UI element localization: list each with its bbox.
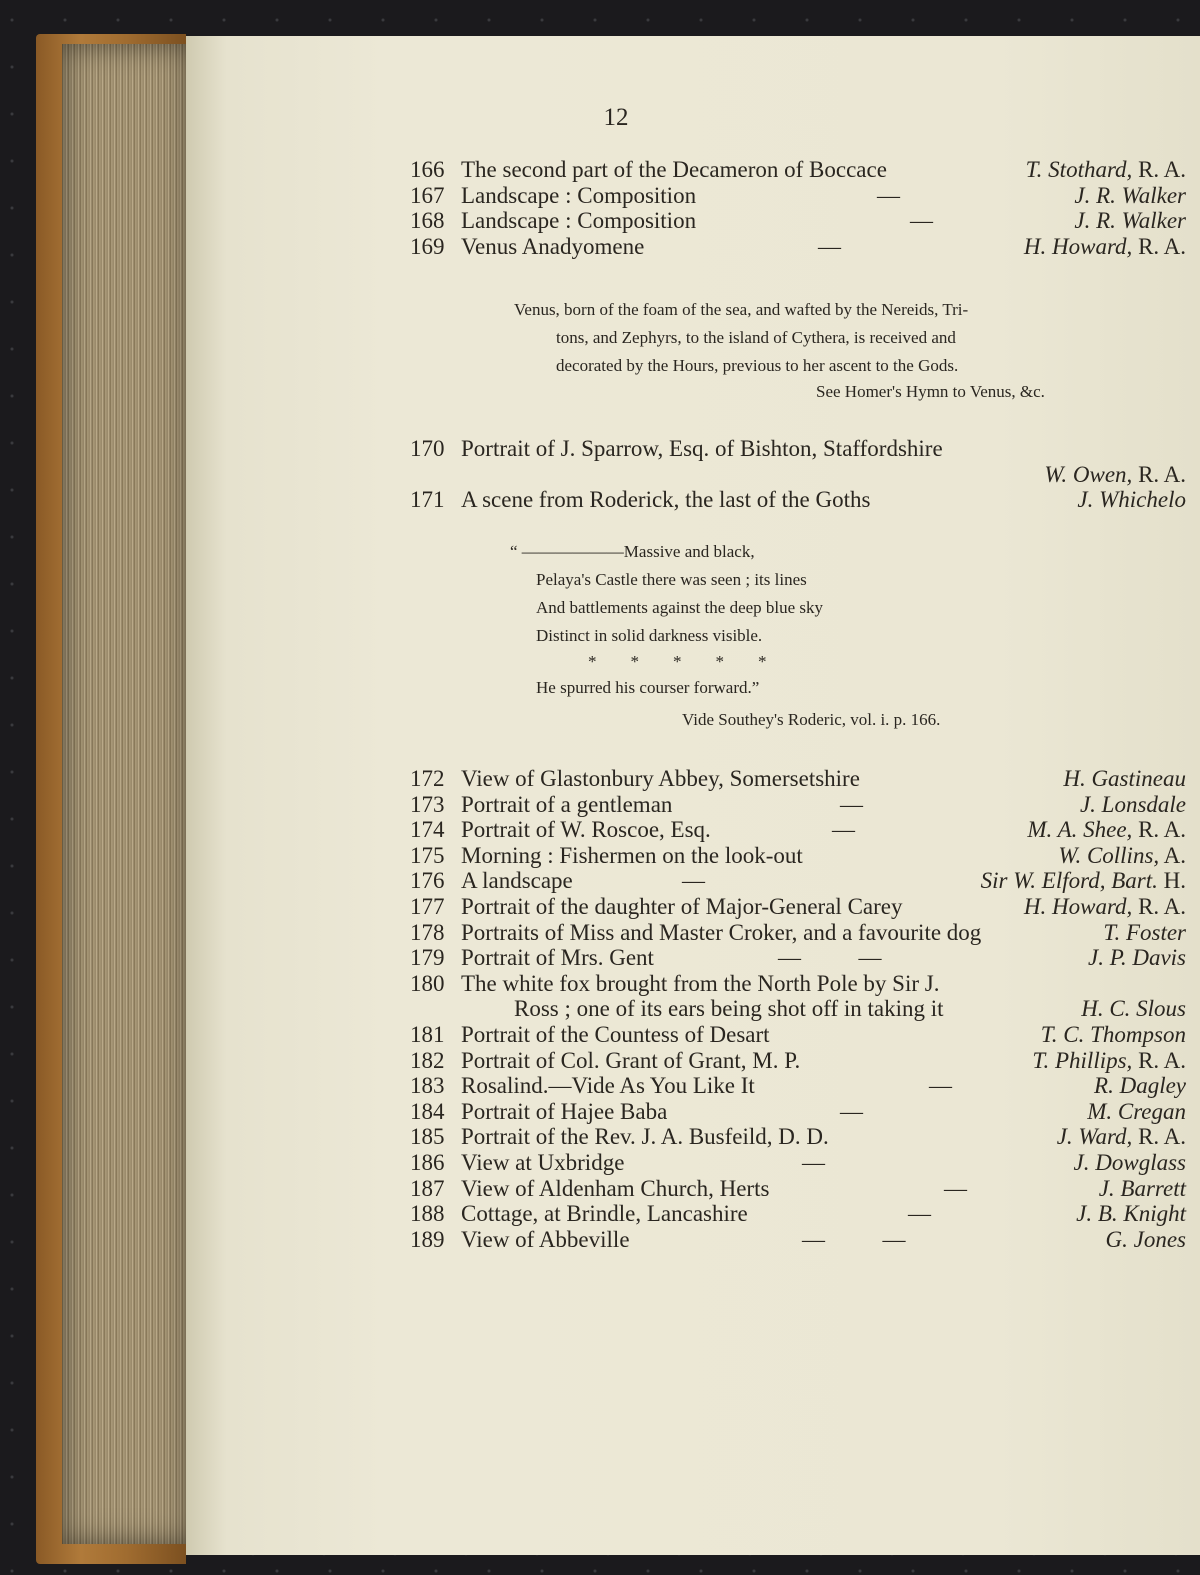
- poem-line: Pelaya's Castle there was seen ; its lines: [536, 570, 807, 589]
- entry-title: View at Uxbridge: [461, 1149, 625, 1175]
- catalogue-entry-continued: [410, 996, 1186, 1022]
- entry-number: 178: [410, 919, 445, 945]
- entry-number: 174: [410, 817, 445, 843]
- entry-dash: —: [682, 868, 705, 894]
- entry-title: View of Aldenham Church, Herts: [461, 1175, 770, 1201]
- catalogue-entry: [410, 894, 1186, 920]
- entry-artist: W. Collins, A.: [1058, 842, 1186, 868]
- entry-title: Rosalind.—Vide As You Like It: [461, 1073, 755, 1099]
- entry-artist: T. Stothard, R. A.: [1025, 157, 1186, 182]
- entry-title: Portrait of the Countess of Desart: [461, 1021, 770, 1047]
- entry-number: 183: [410, 1073, 445, 1099]
- entry-number: 170: [410, 436, 445, 461]
- entry-dash: — —: [802, 1226, 906, 1252]
- entry-number: 185: [410, 1124, 445, 1150]
- page-edges: [62, 44, 190, 1544]
- entry-number: 176: [410, 868, 445, 894]
- catalogue-entry: [410, 234, 1186, 260]
- catalogue-section-2: [410, 436, 1186, 513]
- entry-title: Portrait of Mrs. Gent: [461, 945, 654, 971]
- catalogue-section-1: [410, 157, 1186, 259]
- entry-title: Venus Anadyomene: [461, 233, 645, 259]
- catalogue-entry: [410, 1073, 1186, 1099]
- entry-dash: —: [910, 208, 933, 234]
- entry-title: Morning : Fishermen on the look-out: [461, 842, 803, 868]
- entry-title: Landscape : Composition: [461, 182, 697, 208]
- entry-number: 182: [410, 1047, 445, 1073]
- entry-dash: —: [929, 1073, 952, 1099]
- entry-number: 184: [410, 1098, 445, 1124]
- catalogue-entry: [410, 843, 1186, 869]
- venus-note-source: See Homer's Hymn to Venus, &c.: [816, 382, 1045, 401]
- venus-note-line: tons, and Zephyrs, to the island of Cythera, is received and: [556, 328, 956, 347]
- entry-artist: H. C. Slous: [1081, 996, 1186, 1022]
- entry-dash: —: [802, 1149, 825, 1175]
- entry-number: 172: [410, 766, 445, 791]
- catalogue-entry: [410, 1099, 1186, 1125]
- entry-artist: T. Foster: [1103, 919, 1186, 945]
- entry-title: Portrait of the daughter of Major-General Carey: [461, 893, 903, 919]
- catalogue-entry: [410, 971, 1186, 997]
- entry-number: 186: [410, 1149, 445, 1175]
- entry-title: Ross ; one of its ears being shot off in taking it: [514, 996, 944, 1022]
- catalogue-entry: [410, 157, 1186, 183]
- entry-artist: J. Lonsdale: [1079, 791, 1186, 817]
- entry-artist: R. Dagley: [1094, 1073, 1186, 1099]
- entry-artist: H. Gastineau: [1063, 766, 1186, 791]
- poem-source: Vide Southey's Roderic, vol. i. p. 166.: [682, 710, 941, 729]
- entry-number: 179: [410, 945, 445, 971]
- entry-artist: J. Ward, R. A.: [1056, 1124, 1186, 1150]
- entry-number: 189: [410, 1226, 445, 1252]
- entry-artist: M. A. Shee, R. A.: [1027, 817, 1186, 843]
- entry-artist: M. Cregan: [1087, 1098, 1186, 1124]
- entry-artist: H. Howard, R. A.: [1023, 893, 1186, 919]
- entry-title: View of Glastonbury Abbey, Somersetshire: [461, 766, 860, 791]
- entry-dash: —: [877, 182, 900, 208]
- entry-title: Portraits of Miss and Master Croker, and a favourite dog: [461, 919, 982, 945]
- entry-title: A scene from Roderick, the last of the Goths: [461, 487, 871, 513]
- entry-artist: T. C. Thompson: [1040, 1021, 1186, 1047]
- catalogue-entry: [410, 487, 1186, 513]
- entry-number: 169: [410, 233, 445, 259]
- entry-number: 175: [410, 842, 445, 868]
- catalogue-entry-continued: [410, 462, 1186, 488]
- catalogue-entry: [410, 1124, 1186, 1150]
- catalogue-entry: [410, 792, 1186, 818]
- entry-number: 177: [410, 893, 445, 919]
- poem-line: Distinct in solid darkness visible.: [536, 626, 763, 645]
- entry-title: Portrait of Hajee Baba: [461, 1098, 668, 1124]
- catalogue-entry: [410, 868, 1186, 894]
- poem-ellipsis-stars: * * * * *: [588, 652, 767, 671]
- catalogue-entry: [410, 1176, 1186, 1202]
- entry-number: 167: [410, 182, 445, 208]
- entry-artist: W. Owen, R. A.: [1044, 461, 1186, 487]
- entry-number: 187: [410, 1175, 445, 1201]
- entry-artist: J. B. Knight: [1076, 1201, 1186, 1227]
- entry-dash: —: [944, 1175, 967, 1201]
- entry-title: Portrait of J. Sparrow, Esq. of Bishton, Staffordshire: [461, 436, 943, 461]
- entry-number: 188: [410, 1201, 445, 1227]
- entry-title: Portrait of Col. Grant of Grant, M. P.: [461, 1047, 801, 1073]
- entry-title: View of Abbeville: [461, 1226, 630, 1252]
- entry-artist: G. Jones: [1105, 1226, 1186, 1252]
- catalogue-entry: [410, 766, 1186, 792]
- entry-artist: J. Whichelo: [1077, 487, 1186, 513]
- catalogue-entry: [410, 1150, 1186, 1176]
- entry-artist: J. R. Walker: [1074, 208, 1186, 234]
- entry-artist: J. Barrett: [1098, 1175, 1186, 1201]
- entry-dash: —: [840, 1098, 863, 1124]
- catalogue-entry: [410, 1022, 1186, 1048]
- catalogue-entry: [410, 817, 1186, 843]
- catalogue-entry: [410, 1201, 1186, 1227]
- entry-artist: J. R. Walker: [1074, 182, 1186, 208]
- book-page: [186, 36, 1200, 1555]
- catalogue-section-3: [410, 766, 1186, 1252]
- page-number: 12: [603, 104, 629, 131]
- catalogue-entry: [410, 1227, 1186, 1253]
- entry-artist: Sir W. Elford, Bart. H.: [980, 868, 1186, 894]
- entry-artist: T. Phillips, R. A.: [1032, 1047, 1186, 1073]
- catalogue-entry: [410, 208, 1186, 234]
- catalogue-entry: [410, 436, 1186, 462]
- entry-number: 171: [410, 487, 445, 513]
- entry-title: Landscape : Composition: [461, 208, 697, 234]
- entry-number: 180: [410, 970, 445, 996]
- entry-dash: —: [818, 233, 841, 259]
- entry-title: The second part of the Decameron of Boccace: [461, 157, 887, 182]
- catalogue-entry: [410, 920, 1186, 946]
- entry-artist: H. Howard, R. A.: [1023, 233, 1186, 259]
- entry-dash: —: [840, 791, 863, 817]
- venus-note-line: decorated by the Hours, previous to her ascent to the Gods.: [556, 356, 959, 375]
- entry-title: Portrait of a gentleman: [461, 791, 673, 817]
- catalogue-entry: [410, 1048, 1186, 1074]
- entry-number: 181: [410, 1021, 445, 1047]
- entry-title: The white fox brought from the North Pole by Sir J.: [461, 970, 940, 996]
- entry-number: 173: [410, 791, 445, 817]
- entry-number: 168: [410, 208, 445, 234]
- catalogue-entry: [410, 945, 1186, 971]
- entry-number: 166: [410, 157, 445, 182]
- entry-title: A landscape: [461, 868, 573, 894]
- poem-line: He spurred his courser forward.”: [536, 678, 760, 697]
- entry-dash: —: [832, 817, 855, 843]
- entry-title: Portrait of W. Roscoe, Esq.: [461, 817, 711, 843]
- poem-line: “ ——————Massive and black,: [510, 542, 755, 561]
- catalogue-entry: [410, 183, 1186, 209]
- entry-artist: J. Dowglass: [1073, 1149, 1186, 1175]
- entry-title: Portrait of the Rev. J. A. Busfeild, D. D.: [461, 1124, 829, 1150]
- poem-line: And battlements against the deep blue sky: [536, 598, 824, 617]
- venus-note-line: Venus, born of the foam of the sea, and wafted by the Nereids, Tri-: [514, 300, 969, 319]
- entry-dash: —: [908, 1201, 931, 1227]
- entry-dash: — —: [778, 945, 882, 971]
- entry-artist: J. P. Davis: [1088, 945, 1186, 971]
- entry-title: Cottage, at Brindle, Lancashire: [461, 1201, 748, 1227]
